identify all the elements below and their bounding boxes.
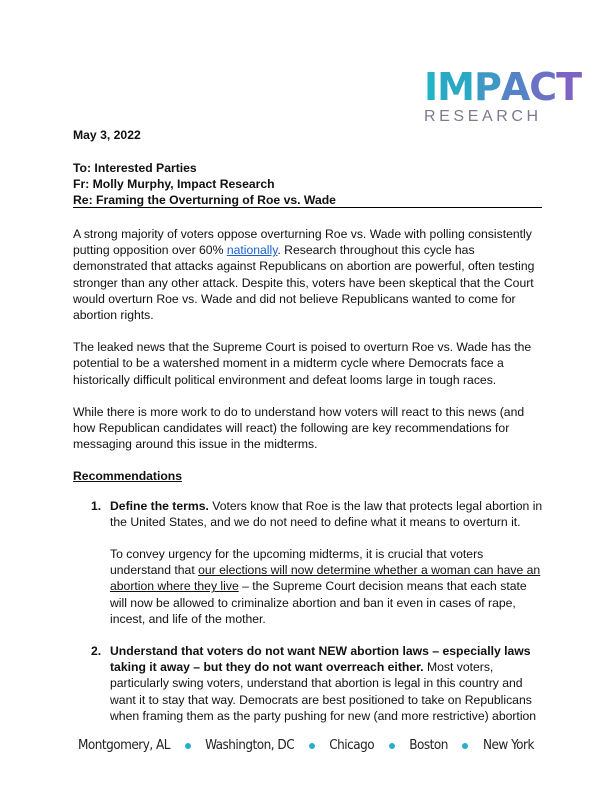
recommendation-item xyxy=(73,498,543,627)
memo-body xyxy=(73,226,543,740)
item-subparagraph xyxy=(110,546,543,627)
bullet-dot-icon xyxy=(185,743,191,749)
footer-city: Montgomery, AL xyxy=(78,738,170,753)
item-text xyxy=(110,643,543,724)
item-text xyxy=(110,498,543,530)
footer-city: Washington, DC xyxy=(205,738,295,753)
sub-text: To convey urgency for the upcoming midterms, it is crucial that voters understand that xyxy=(110,547,484,578)
paragraph-text: . Research throughout this cycle has demonstrated that attacks against Republicans on abortion are powerful, often testing stronger than any other attack. Despite this, voters have been skeptical that the Court would overturn Roe vs. Wade and did not believe Republicans wanted to come for abortion rights. xyxy=(73,243,535,323)
item-number: 1. xyxy=(91,498,102,513)
logo-wordmark xyxy=(424,65,582,109)
item-body: Most voters, particularly swing voters, understand that abortion is legal in this country and want it to stay that way. Democrats are best positioned to take on Republicans when framing them as the party pushing for new (and more restrictive) abortion xyxy=(110,660,537,723)
item-body: Voters know that Roe is the law that protects legal abortion in the United States, and we do not need to define what it means to overturn it. xyxy=(110,498,543,529)
memo-re: Re: Framing the Overturning of Roe vs. Wade xyxy=(73,193,336,207)
recommendation-item xyxy=(73,643,543,724)
item-title: Define the terms. xyxy=(110,498,209,513)
item-number: 2. xyxy=(91,644,102,659)
logo-letter: T xyxy=(556,65,582,109)
footer-offices xyxy=(78,738,534,753)
sub-text: – the Supreme Court decision means that each state will now be allowed to criminalize abortion and ban it even in cases of rape, incest, and life of the mother. xyxy=(110,579,527,626)
logo-subtitle: RESEARCH xyxy=(424,108,542,125)
footer-city: Boston xyxy=(409,738,448,753)
memo-date: May 3, 2022 xyxy=(73,128,141,142)
footer-city: New York xyxy=(482,738,534,753)
logo-letter: C xyxy=(529,65,557,109)
memo-divider xyxy=(73,207,542,208)
logo-letter: I xyxy=(424,65,438,109)
paragraph-2: The leaked news that the Supreme Court is poised to overturn Roe vs. Wade has the potential to be a watershed moment in a midterm cycle where Democrats face a historically difficult political environment and defeat looms large in tough races. xyxy=(73,340,532,387)
nationally-link[interactable]: nationally xyxy=(226,243,278,258)
paragraph-text: A strong majority of voters oppose overturning Roe vs. Wade with polling consistently putting opposition over 60% xyxy=(73,227,532,258)
memo-header xyxy=(73,160,542,208)
bullet-dot-icon xyxy=(389,743,395,749)
bullet-dot-icon xyxy=(309,743,315,749)
impact-research-logo xyxy=(424,65,582,126)
footer-city: Chicago xyxy=(329,738,375,753)
recommendations-heading: Recommendations xyxy=(73,469,183,484)
logo-letter: A xyxy=(500,65,530,109)
underlined-text: our elections will now determine whether a woman can have an abortion where they live xyxy=(110,563,541,594)
memo-to: To: Interested Parties xyxy=(73,161,197,175)
memo-from: Fr: Molly Murphy, Impact Research xyxy=(73,177,275,191)
logo-letter: M xyxy=(437,65,474,109)
item-title: Understand that voters do not want NEW abortion laws – especially laws taking it away – but they do not want overreach either. xyxy=(110,644,531,675)
recommendations-list xyxy=(73,498,543,724)
paragraph-1 xyxy=(73,226,543,323)
paragraph-3: While there is more work to do to understand how voters will react to this news (and how Republican candidates will react) the following are key recommendations for messaging around this issue in the midterms. xyxy=(73,404,525,452)
bullet-dot-icon xyxy=(462,743,468,749)
logo-letter: P xyxy=(473,65,501,109)
